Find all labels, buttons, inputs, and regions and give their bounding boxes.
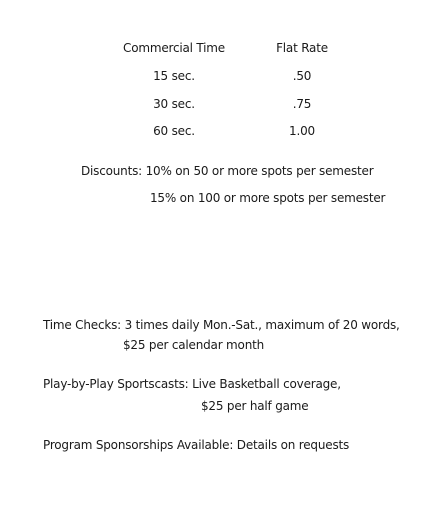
discounts-line-2: 15% on 100 or more spots per semester xyxy=(150,191,386,205)
play-by-play-line-1: Play-by-Play Sportscasts: Live Basketball coverage, xyxy=(43,377,341,391)
row-rate-30: .75 xyxy=(292,97,312,111)
time-checks-line-1: Time Checks: 3 times daily Mon.-Sat., maximum of 20 words, xyxy=(43,318,400,332)
row-rate-60: 1.00 xyxy=(289,124,315,138)
row-rate-15: .50 xyxy=(292,69,312,83)
row-time-60: 60 sec. xyxy=(153,124,195,138)
row-time-15: 15 sec. xyxy=(153,69,195,83)
play-by-play-line-2: $25 per half game xyxy=(201,399,309,413)
header-flat-rate: Flat Rate xyxy=(276,41,328,55)
discounts-line-1: Discounts: 10% on 50 or more spots per semester xyxy=(81,164,374,178)
header-commercial-time: Commercial Time xyxy=(123,41,225,55)
time-checks-line-2: $25 per calendar month xyxy=(123,338,265,352)
row-time-30: 30 sec. xyxy=(153,97,195,111)
sponsorships-line: Program Sponsorships Available: Details on requests xyxy=(43,438,350,452)
